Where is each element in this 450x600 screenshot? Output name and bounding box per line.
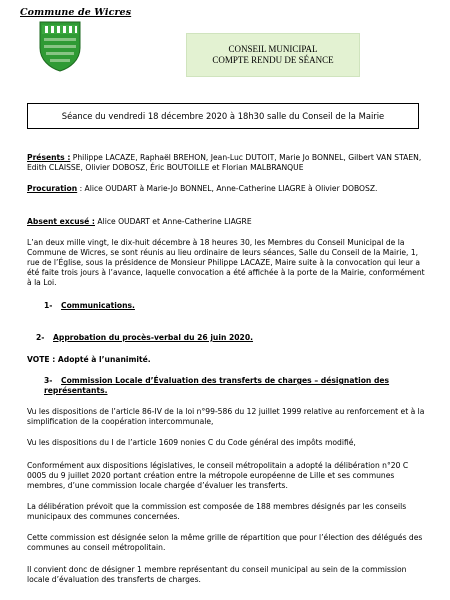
session-info-box	[27, 103, 419, 129]
agenda-item-label: Communications.	[61, 301, 135, 310]
body-paragraph-6: Il convient donc de désigner 1 membre représentant du conseil municipal au sein de la commission locale d’évaluation des transferts de charges.	[27, 565, 407, 584]
header-title-line1: CONSEIL MUNICIPAL	[228, 44, 318, 54]
absent-paragraph	[27, 217, 429, 227]
header-title-line2: COMPTE RENDU DE SÉANCE	[212, 55, 334, 65]
agenda-item-number: 2-	[36, 333, 45, 342]
session-text: Séance du vendredi 18 décembre 2020 à 18h30 salle du Conseil de la Mairie	[61, 111, 385, 121]
body-paragraph-4: La délibération prévoit que la commission est composée de 188 membres désignés par les conseils municipaux des communes concernées.	[27, 502, 407, 521]
procuration-text: : Alice OUDART à Marie-Jo BONNEL, Anne-Catherine LIAGRE à Olivier DOBOSZ.	[77, 184, 378, 193]
vote-result: VOTE : Adopté à l’unanimité.	[27, 355, 151, 364]
absent-text: Alice OUDART et Anne-Catherine LIAGRE	[94, 217, 252, 226]
commune-name: Commune de Wicres	[20, 7, 132, 18]
agenda-item-number: 1-	[44, 301, 53, 310]
body-paragraph-3: Conformément aux dispositions législatives, le conseil métropolitain a adopté la délibération n°20 C 0005 du 9 juillet 2020 portant création entre la métropole européenne de Lille et ses communes membres, d’une commission locale chargée d’évaluer les transferts.	[27, 461, 409, 490]
absent-label: Absent excusé :	[27, 217, 95, 226]
body-paragraph-2: Vu les dispositions du I de l’article 1609 nonies C du Code général des impôts modifié,	[27, 438, 356, 447]
presents-label: Présents :	[27, 153, 71, 162]
commune-crest-logo	[38, 20, 82, 72]
body-paragraph-5: Cette commission est désignée selon la même grille de répartition que pour l’élection des délégués des communes au conseil métropolitain.	[27, 533, 423, 552]
agenda-item-2	[36, 333, 253, 343]
agenda-item-1	[44, 301, 135, 311]
header-title-box	[186, 33, 360, 77]
procuration-paragraph	[27, 184, 429, 194]
body-paragraph-1: Vu les dispositions de l’article 86-IV de la loi n°99-586 du 12 juillet 1999 relative au renforcement et à la simplification de la coopération intercommunale,	[27, 407, 425, 426]
agenda-item-number: 3-	[44, 376, 53, 385]
agenda-item-label: Approbation du procès-verbal du 26 juin 2020.	[53, 333, 254, 342]
presents-text: Philippe LACAZE, Raphaël BREHON, Jean-Luc DUTOIT, Marie Jo BONNEL, Gilbert VAN STAEN, Edith CLAISSE, Olivier DOBOSZ, Éric BOUTOILLE et Florian MALBRANQUE	[27, 153, 422, 172]
procuration-label: Procuration	[27, 184, 78, 193]
intro-paragraph: L’an deux mille vingt, le dix-huit décembre à 18 heures 30, les Membres du Conseil Municipal de la Commune de Wicres, se sont réunis au lieu ordinaire de leurs séances, Salle du Conseil de la Mairie, 1, rue de l’Église, sous la présidence de Monsieur Philippe LACAZE, Maire suite à la convocation qui leur a été faite trois jours à l’avance, laquelle convocation a été affichée à la porte de la Mairie, conformément à la Loi.	[27, 238, 425, 287]
agenda-item-label: Commission Locale d’Évaluation des transferts de charges – désignation des représentants.	[44, 376, 390, 395]
agenda-item-3	[44, 376, 404, 396]
presents-paragraph	[27, 153, 429, 173]
